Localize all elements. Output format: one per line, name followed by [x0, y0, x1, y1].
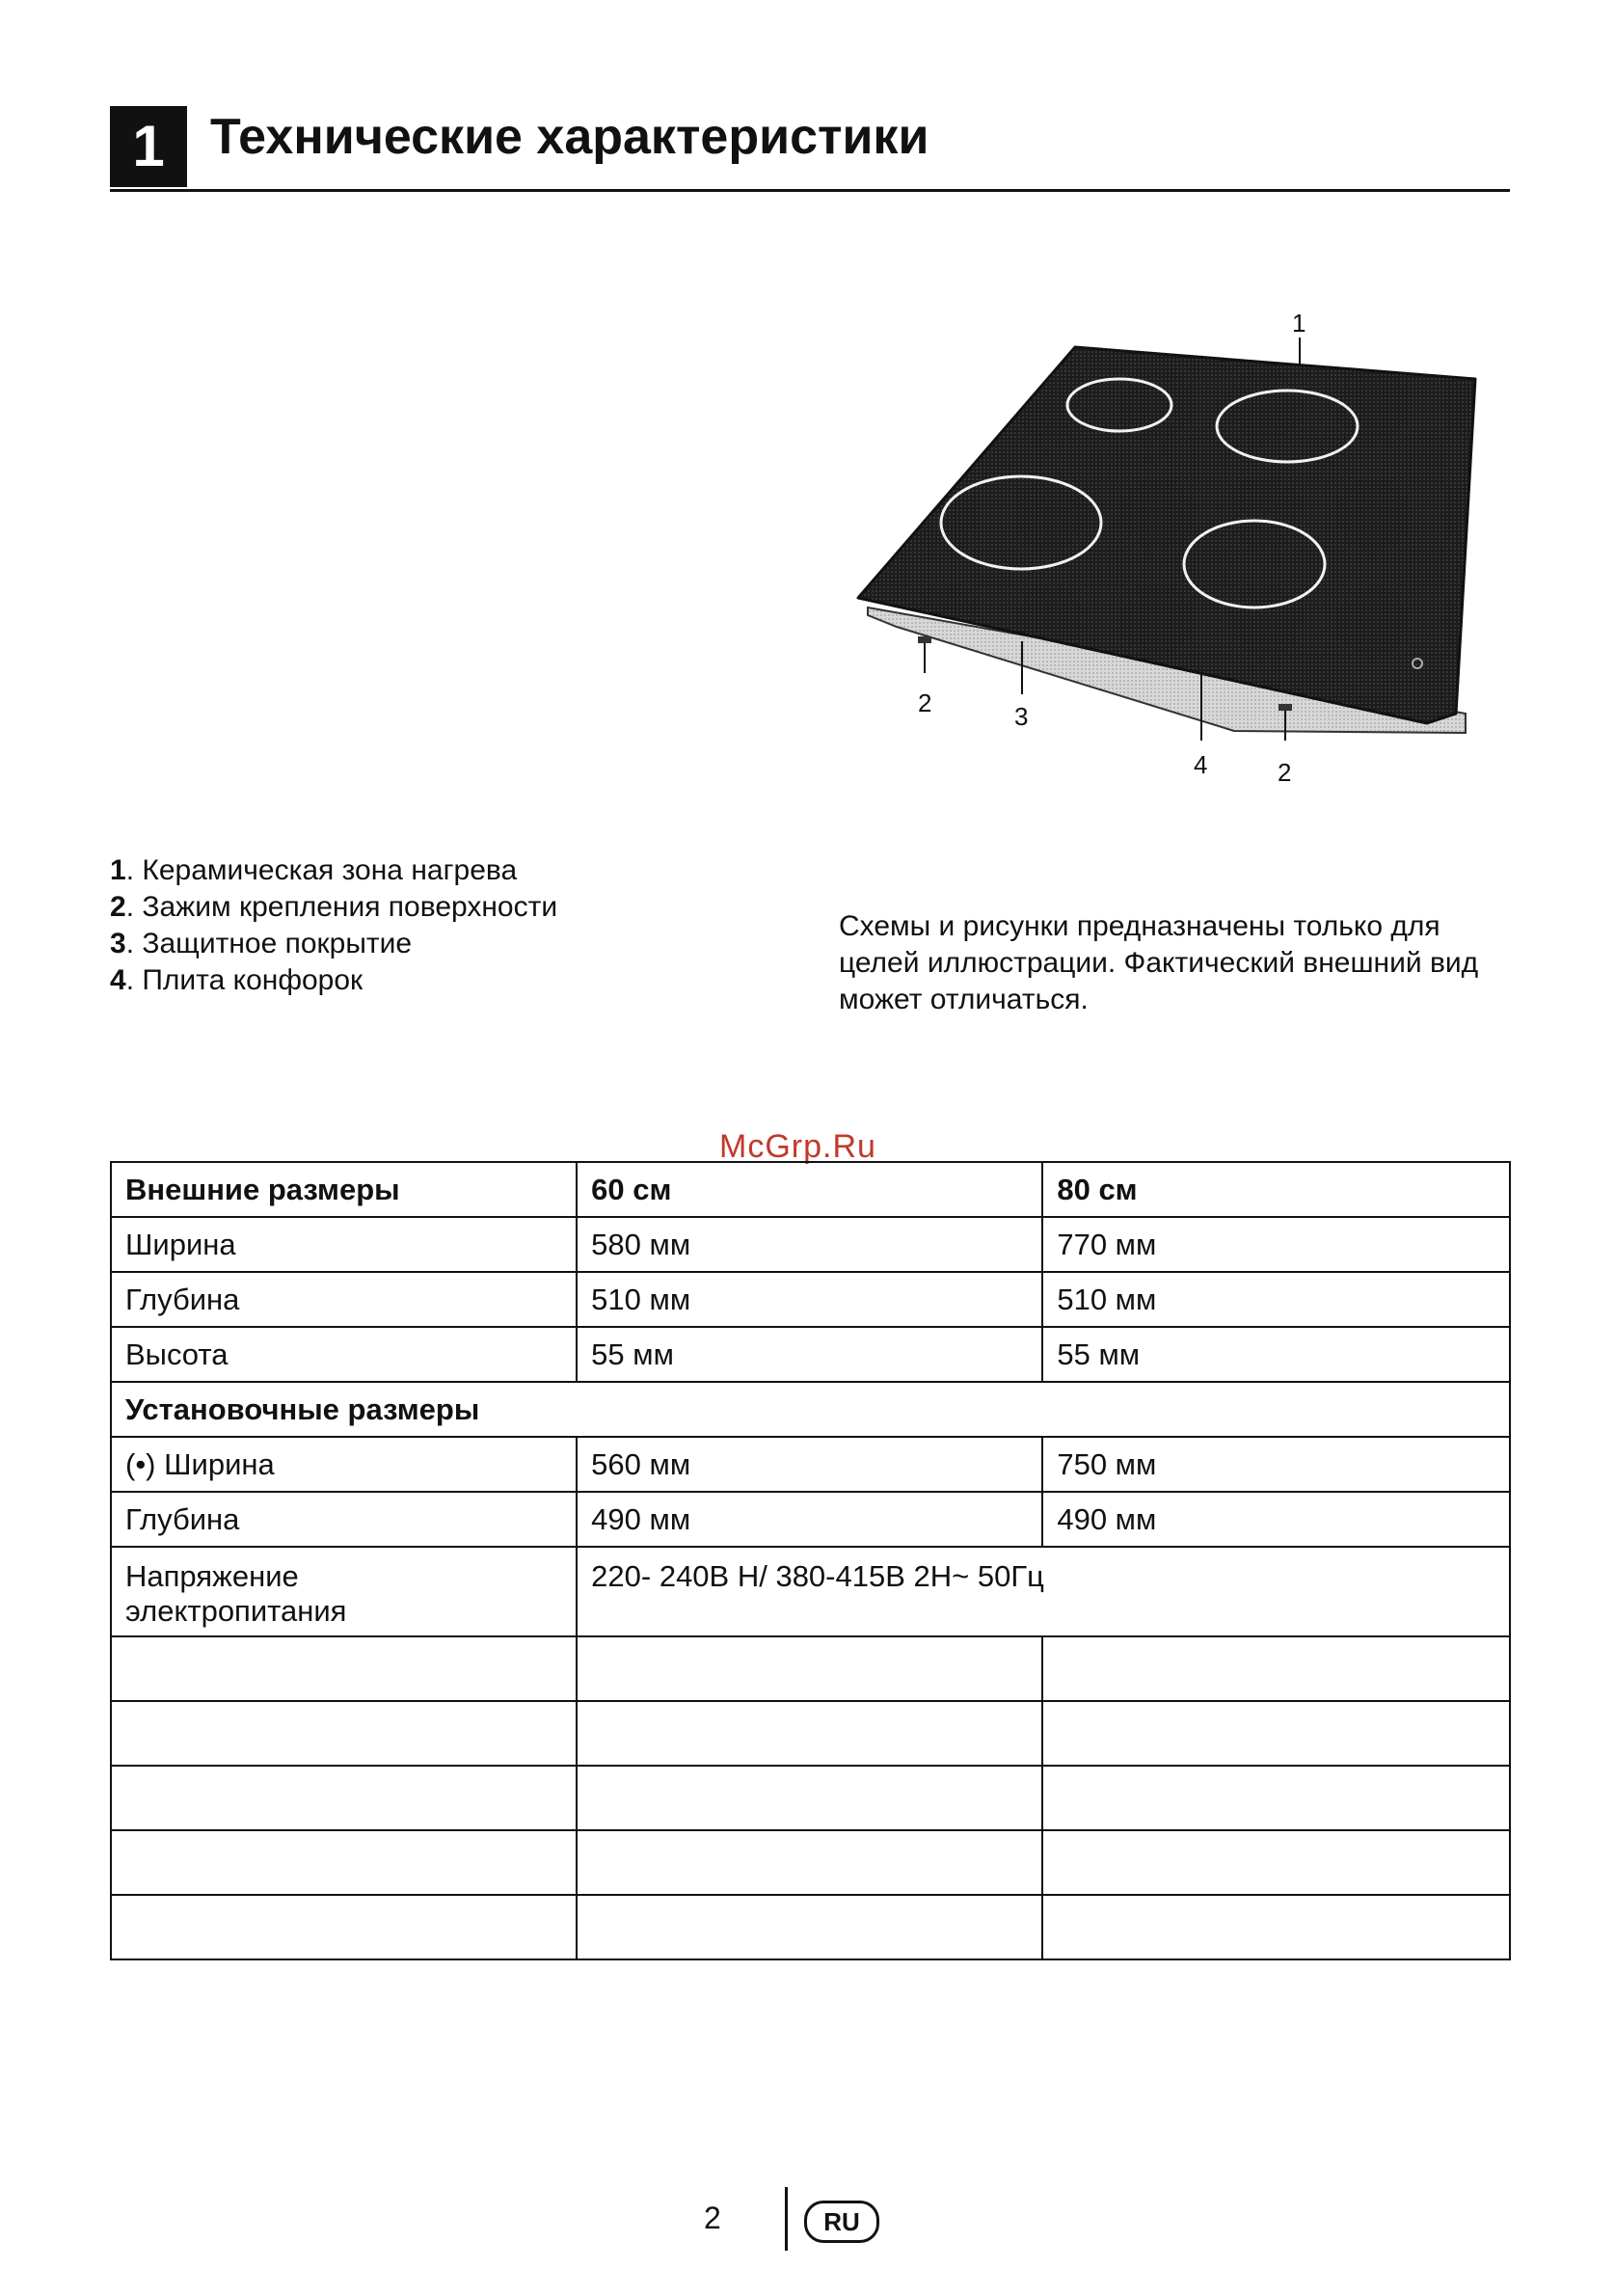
clamp-right — [1279, 704, 1292, 711]
table-header-row — [111, 1162, 1510, 1217]
table-row-empty — [111, 1895, 1510, 1959]
table-row-empty — [111, 1701, 1510, 1766]
callout-3: 3 — [1014, 702, 1029, 731]
table-cell: 770 мм — [1042, 1217, 1510, 1272]
footer-divider — [785, 2187, 788, 2251]
callout-2-left: 2 — [918, 689, 932, 717]
table-cell: Ширина — [111, 1217, 577, 1272]
table-cell: Установочные размеры — [111, 1382, 1510, 1437]
table-cell: 490 мм — [577, 1492, 1042, 1547]
legend-item: 2. Зажим крепления поверхности — [110, 891, 558, 923]
table-row — [111, 1217, 1510, 1272]
table-cell: 560 мм — [577, 1437, 1042, 1492]
section-header — [110, 106, 1510, 192]
table-cell: Высота — [111, 1327, 577, 1382]
section-number-badge: 1 — [110, 106, 187, 187]
legend-item: 3. Защитное покрытие — [110, 928, 413, 959]
voltage-label-line1: Напряжение — [125, 1559, 299, 1593]
callout-4: 4 — [1194, 750, 1208, 779]
table-cell: 80 см — [1042, 1162, 1510, 1217]
table-row — [111, 1272, 1510, 1327]
table-row-empty — [111, 1636, 1510, 1701]
table-cell: 55 мм — [577, 1327, 1042, 1382]
table-row — [111, 1547, 1510, 1636]
cooktop-drawing — [829, 309, 1504, 810]
table-cell: 490 мм — [1042, 1492, 1510, 1547]
ceramic-glass-top — [858, 347, 1475, 723]
table-section-row — [111, 1382, 1510, 1437]
table-cell: 510 мм — [1042, 1272, 1510, 1327]
table-cell — [111, 1547, 577, 1636]
page-footer — [704, 2187, 916, 2255]
table-row — [111, 1327, 1510, 1382]
table-row — [111, 1437, 1510, 1492]
table-cell: 220- 240В Н/ 380-415В 2Н~ 50Гц — [577, 1547, 1510, 1636]
table-cell: 750 мм — [1042, 1437, 1510, 1492]
table-cell: 510 мм — [577, 1272, 1042, 1327]
table-cell: Глубина — [111, 1492, 577, 1547]
clamp-left — [918, 636, 931, 643]
table-cell: (•) Ширина — [111, 1437, 577, 1492]
watermark: McGrp.Ru — [719, 1128, 876, 1165]
parts-legend — [110, 852, 557, 999]
legend-item: 1. Керамическая зона нагрева — [110, 854, 518, 886]
specifications-table — [110, 1161, 1511, 1960]
table-cell: Глубина — [111, 1272, 577, 1327]
table-row-empty — [111, 1830, 1510, 1895]
page-title: Технические характеристики — [210, 109, 929, 165]
table-row — [111, 1492, 1510, 1547]
table-cell: 580 мм — [577, 1217, 1042, 1272]
legend-item: 4. Плита конфорок — [110, 964, 363, 996]
table-cell: 60 см — [577, 1162, 1042, 1217]
table-cell: 55 мм — [1042, 1327, 1510, 1382]
callout-1: 1 — [1292, 309, 1306, 338]
voltage-label-line2: электропитания — [125, 1594, 347, 1628]
cooktop-illustration — [829, 309, 1504, 810]
callout-2-right: 2 — [1278, 758, 1292, 787]
page-number: 2 — [704, 2201, 721, 2235]
language-badge: RU — [804, 2201, 879, 2243]
table-cell: Внешние размеры — [111, 1162, 577, 1217]
illustration-note: Схемы и рисунки предназначены только для целей иллюстрации. Фактический внешний вид может отличаться. — [839, 910, 1479, 1015]
table-row-empty — [111, 1766, 1510, 1830]
